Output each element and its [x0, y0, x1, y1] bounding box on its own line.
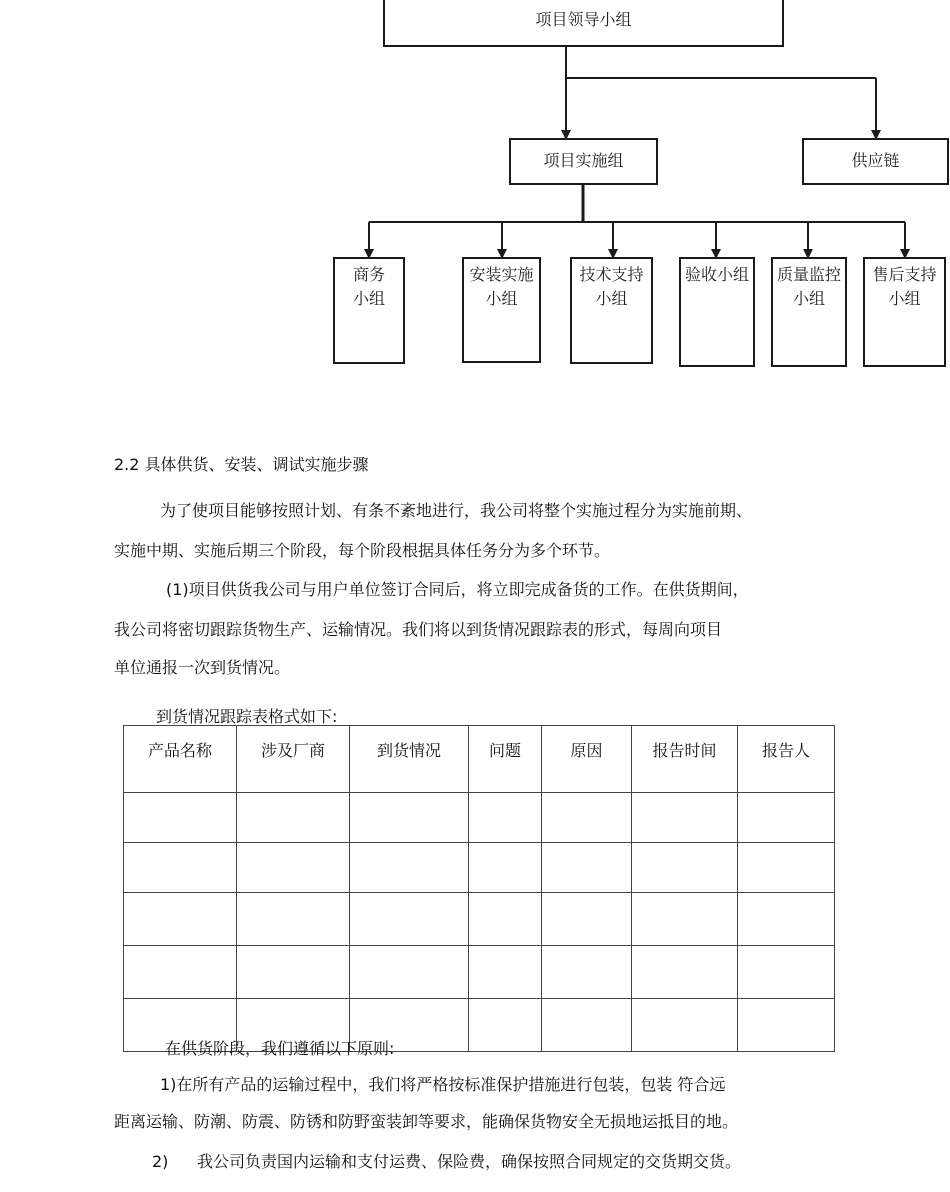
table-cell	[469, 946, 542, 999]
paragraph-line: 单位通报一次到货情况。	[114, 658, 291, 677]
org-box-label: 小组	[888, 289, 921, 308]
table-header-row	[124, 726, 835, 793]
table-cell	[469, 999, 542, 1052]
table-header-cell: 报告时间	[632, 726, 738, 793]
table-cell	[738, 946, 835, 999]
org-box-label: 小组	[792, 289, 825, 308]
paragraph-line: (1)项目供货我公司与用户单位签订合同后，将立即完成备货的工作。在供货期间，	[166, 580, 749, 599]
org-box-label: 技术支持	[579, 265, 644, 284]
table-cell	[237, 946, 350, 999]
tracking-table	[123, 725, 835, 1052]
list-number: 2)	[152, 1152, 169, 1171]
paragraph-line: 实施中期、实施后期三个阶段，每个阶段根据具体任务分为多个环节。	[114, 541, 611, 560]
org-box-label: 商务	[352, 265, 385, 284]
table-cell	[350, 893, 469, 946]
table-cell	[237, 893, 350, 946]
table-row	[124, 946, 835, 999]
table-header-cell: 原因	[542, 726, 632, 793]
org-box-installation	[462, 257, 541, 363]
table-cell	[469, 893, 542, 946]
section-heading: 2.2 具体供货、安装、调试实施步骤	[114, 455, 369, 474]
table-header-cell: 报告人	[738, 726, 835, 793]
table-cell	[542, 946, 632, 999]
org-box-label: 售后支持	[872, 265, 937, 284]
org-box-label: 项目领导小组	[535, 10, 632, 29]
table-cell	[542, 893, 632, 946]
table-row	[124, 793, 835, 843]
table-cell	[738, 999, 835, 1052]
org-box-quality	[771, 257, 847, 367]
table-cell	[237, 843, 350, 893]
org-box-label: 项目实施组	[543, 151, 624, 170]
org-box-label: 小组	[595, 289, 628, 308]
org-box-implementation	[509, 138, 658, 185]
paragraph-line: 我公司负责国内运输和支付运费、保险费，确保按照合同规定的交货期交货。	[197, 1152, 742, 1171]
org-box-label: 验收小组	[684, 265, 749, 284]
table-cell	[469, 793, 542, 843]
table-cell	[124, 893, 237, 946]
table-cell	[350, 793, 469, 843]
org-box-label: 小组	[485, 289, 518, 308]
table-cell	[469, 843, 542, 893]
table-row	[124, 843, 835, 893]
table-cell	[237, 793, 350, 843]
org-box-acceptance	[679, 257, 755, 367]
table-cell	[350, 946, 469, 999]
table-header-cell: 涉及厂商	[237, 726, 350, 793]
org-box-supply-chain	[802, 138, 949, 185]
table-cell	[350, 843, 469, 893]
table-cell	[738, 793, 835, 843]
table-cell	[542, 843, 632, 893]
table-cell	[632, 843, 738, 893]
table-cell	[632, 793, 738, 843]
org-box-tech-support	[570, 257, 653, 364]
org-box-label: 安装实施	[469, 265, 534, 284]
table-cell	[124, 793, 237, 843]
table-cell	[738, 843, 835, 893]
table-header-cell: 产品名称	[124, 726, 237, 793]
table-row	[124, 893, 835, 946]
paragraph-line: 距离运输、防潮、防震、防锈和防野蛮装卸等要求，能确保货物安全无损地运抵目的地。	[114, 1112, 739, 1131]
paragraph-line: 在供货阶段，我们遵循以下原则:	[165, 1039, 395, 1058]
table-cell	[124, 843, 237, 893]
table-cell	[124, 946, 237, 999]
org-box-business	[333, 257, 405, 364]
table-cell	[542, 793, 632, 843]
paragraph-line: 为了使项目能够按照计划、有条不紊地进行，我公司将整个实施过程分为实施前期、	[160, 501, 753, 520]
table-cell	[632, 946, 738, 999]
paragraph-line: 我公司将密切跟踪货物生产、运输情况。我们将以到货情况跟踪表的形式，每周向项目	[114, 620, 723, 639]
table-cell	[738, 893, 835, 946]
table-cell	[542, 999, 632, 1052]
paragraph-line: 1)在所有产品的运输过程中，我们将严格按标准保护措施进行包装，包装 符合远	[160, 1075, 726, 1094]
org-box-label: 质量监控	[776, 265, 841, 284]
org-box-label: 小组	[352, 289, 385, 308]
table-header-cell: 到货情况	[350, 726, 469, 793]
org-box-leadership	[383, 0, 784, 47]
table-caption: 到货情况跟踪表格式如下:	[156, 707, 338, 726]
org-box-label: 供应链	[851, 151, 900, 170]
table-cell	[632, 999, 738, 1052]
org-box-after-sales	[863, 257, 946, 367]
table-header-cell: 问题	[469, 726, 542, 793]
table-cell	[632, 893, 738, 946]
table-body	[124, 793, 835, 1052]
